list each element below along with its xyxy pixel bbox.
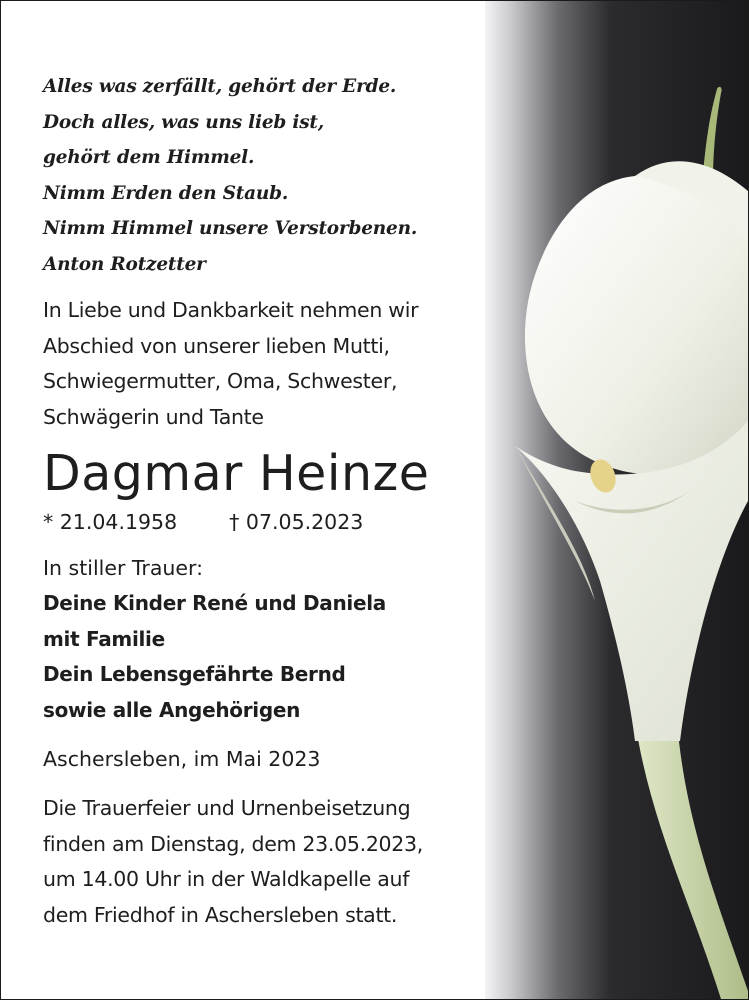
mourner-line: sowie alle Angehörigen [43, 697, 301, 722]
poem [43, 69, 513, 282]
farewell-line: Schwägerin und Tante [43, 404, 264, 429]
poem-line: Nimm Himmel unsere Verstorbenen. [43, 218, 418, 239]
service-line: dem Friedhof in Aschersleben statt. [43, 902, 398, 927]
calla-lily-photo [485, 1, 748, 999]
poem-line: Alles was zerfällt, gehört der Erde. [43, 76, 397, 97]
service-line: Die Trauerfeier und Urnenbeisetzung [43, 796, 411, 820]
poem-line: Nimm Erden den Staub. [43, 182, 289, 204]
mourners-list [43, 586, 513, 728]
farewell-line: In Liebe und Dankbarkeit nehmen wir [43, 298, 419, 322]
deceased-name: Dagmar Heinze [43, 445, 430, 502]
mourner-line: Deine Kinder René und Daniela [43, 591, 386, 615]
mourner-line: Dein Lebensgefährte Bernd [43, 662, 346, 686]
place-date: Aschersleben, im Mai 2023 [43, 747, 321, 771]
birth-date: * 21.04.1958 [43, 510, 178, 534]
poem-author: Anton Rotzetter [43, 253, 206, 275]
funeral-service-info [43, 791, 513, 933]
mourner-line: mit Familie [43, 626, 165, 651]
calla-lily-icon [485, 1, 748, 999]
farewell-line: Abschied von unserer lieben Mutti, [43, 333, 390, 358]
mourners-label: In stiller Trauer: [43, 556, 203, 580]
farewell-line: Schwiegermutter, Oma, Schwester, [43, 369, 398, 393]
service-line: um 14.00 Uhr in der Waldkapelle auf [43, 867, 410, 891]
service-line: finden am Dienstag, dem 23.05.2023, [43, 831, 424, 856]
death-date: † 07.05.2023 [229, 510, 364, 534]
obituary-text [43, 69, 513, 933]
poem-line: Doch alles, was uns lieb ist, [43, 111, 325, 133]
farewell-text [43, 293, 513, 435]
poem-line: gehört dem Himmel. [43, 147, 255, 168]
life-dates [43, 507, 513, 537]
